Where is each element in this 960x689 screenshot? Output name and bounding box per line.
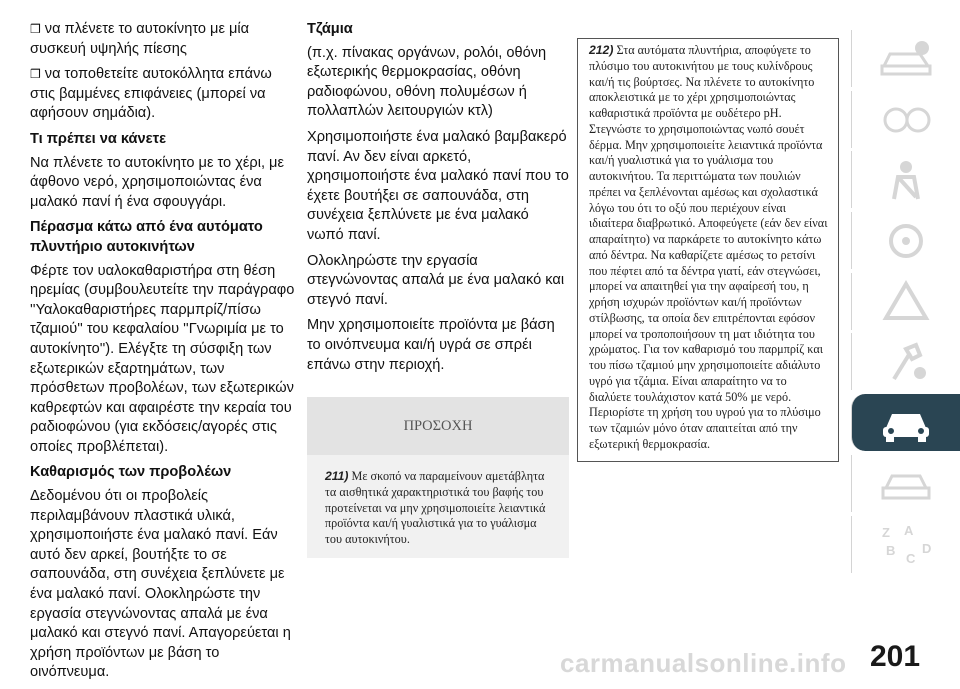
index-letters-icon [876, 521, 936, 567]
section-heading: Τι πρέπει να κάνετε [30, 130, 167, 147]
svg-text:C: C [906, 551, 916, 566]
note-text: Με σκοπό να παραμείνουν αμετάβλητα τα αισθητικά χαρακτηριστικά του βαφής του προτείνεται να μην χρησιμοποιείτε λειαντικά προϊόντα και/ή γυαλιστικά για το γυάλισμα του αυτοκινήτου. [325, 469, 546, 547]
steering-start-icon [876, 218, 936, 264]
paragraph: (π.χ. πίνακας οργάνων, ρολόι, οθόνη εξωτερικής θερμοκρασίας, οθόνη ραδιοφώνου, οθόνη πολυμέσων ή πολλαπλών λειτουργιών κτλ) [307, 44, 547, 120]
svg-text:D: D [922, 541, 932, 556]
paragraph: Φέρτε τον υαλοκαθαριστήρα στη θέση ηρεμίας (συμβουλευτείτε την παράγραφο ''Υαλοκαθαριστήρες παρμπρίζ/πίσω τζαμιού'' του κεφαλαίου ''Γνωριμία με το αυτοκίνητο''). Ελέγξτε τη σύσφιξη των εξωτερικών εξαρτημάτων, των πρόσθετων προβολέων, των εξωτερικών καθρεφτών και αφαιρέστε την κεραία του ραδιοφώνου (για εκδόσεις/αγορές στις οποίες προβλέπεται). [30, 262, 295, 455]
emergency-tools-icon [876, 339, 936, 385]
column-left [30, 20, 298, 689]
section-heading: Τζάμια [307, 21, 353, 37]
tab-warnings[interactable] [851, 273, 960, 330]
note-number: 211) [325, 469, 349, 484]
warning-title: ΠΡΟΣΟΧΗ [403, 417, 473, 434]
tab-emergency[interactable] [851, 333, 960, 390]
seatbelt-safety-icon [876, 157, 936, 203]
watermark: carmanualsonline.info [560, 648, 847, 678]
tab-maintenance[interactable] [851, 394, 960, 451]
paragraph: Χρησιμοποιήστε ένα μαλακό βαμβακερό πανί. Αν δεν είναι αρκετό, χρησιμοποιήστε ένα μαλακό πανί που το έχετε βουτήξει σε σαπουνάδα, στη συνέχεια ξεπλύνετε με ένα μαλακό νωπό πανί. [307, 128, 569, 243]
tab-safety[interactable] [851, 151, 960, 208]
tab-driving[interactable] [851, 212, 960, 269]
note-number: 212) [589, 43, 614, 57]
warning-box [577, 38, 839, 462]
bullet-item: ❒ να τοποθετείτε αυτοκόλλητα επάνω στις βαμμένες επιφάνειες (μπορεί να αφήσουν σημάδια). [30, 65, 298, 124]
paragraph: Να πλένετε το αυτοκίνητο με το χέρι, με άφθονο νερό, χρησιμοποιώντας ένα μαλακό πανί ή ένα σφουγγάρι. [30, 154, 284, 210]
chapter-sidebar [851, 30, 960, 576]
tab-dashboard[interactable] [851, 91, 960, 148]
car-specs-icon [876, 460, 936, 506]
svg-text:B: B [886, 543, 896, 558]
paragraph: Δεδομένου ότι οι προβολείς περιλαμβάνουν πλαστικά υλικά, χρησιμοποιήστε ένα μαλακό πανί. Εάν αυτό δεν αρκεί, βουτήξτε το σε σαπουνάδα, στη συνέχεια ξεπλύνετε με ένα μαλακό πανί. Ολοκληρώστε την εργασία στεγνώνοντας απαλά με ένα μαλακό και στεγνό πανί. Απαγορεύεται η χρήση προϊόντων με βάση το οινόπνευμα. [30, 488, 291, 681]
paragraph: Μην χρησιμοποιείτε προϊόντα με βάση το οινόπνευμα και/ή υγρά σε σπρέι επάνω στην περιοχή. [307, 317, 555, 373]
warning-triangle-icon [876, 278, 936, 324]
tab-specs[interactable] [851, 455, 960, 512]
tab-index[interactable] [851, 516, 960, 573]
svg-text:A: A [904, 523, 914, 538]
warning-header [307, 397, 569, 455]
car-maintenance-icon [876, 400, 936, 446]
svg-text:Z: Z [882, 525, 890, 540]
warning-note [307, 455, 569, 558]
paragraph: Ολοκληρώστε την εργασία στεγνώνοντας απαλά με ένα μαλακό και στεγνό πανί. [307, 252, 565, 308]
column-middle [307, 20, 569, 558]
page-number: 201 [870, 640, 921, 673]
bullet-item: ❒ να πλένετε το αυτοκίνητο με μία συσκευή υψηλής πίεσης [30, 20, 298, 59]
tab-car-info[interactable] [851, 30, 960, 87]
section-heading: Καθαρισμός των προβολέων [30, 464, 232, 481]
section-heading: Πέρασμα κάτω από ένα αυτόματο πλυντήριο αυτοκινήτων [30, 219, 263, 255]
note-text: Στα αυτόματα πλυντήρια, αποφύγετε το πλύσιμο του αυτοκινήτου με τους κυλίνδρους και/ή τις βούρτσες. Να πλένετε το αυτοκίνητο αποκλειστικά με το χέρι χρησιμοποιώντας καθαριστικά προϊόντα με ουδέτερο pH. Στεγνώστε το χρησιμοποιώντας νωπό σουέτ δέρμα. Μην χρησιμοποιείτε λειαντικά προϊόντα και/ή γυαλιστικά για το γυάλισμα του αυτοκινήτου. Τα περιττώματα των πουλιών πρέπει να ξεπλένονται αμέσως και σχολαστικά λόγω του ότι το οξύ που περιέχουν είναι ιδιαίτερα διαβρωτικό. Αποφεύγετε (εάν δεν είναι απαραίτητο) να παρκάρετε το αυτοκίνητο κάτω από δέντρα. Να καθαρίζετε αμέσως το ρετσίνι που πέφτει από τα δέντρα γιατί, εάν στεγνώσει, μπορεί να απαιτηθεί για την αφαίρεσή του, η χρήση ισχυρών προϊόντων και/ή προϊόντων στίλβωσης, τα οποία δεν επιτρέπονται εφόσον μπορεί να τροποποιήσουν τη ματ ιδιότητα του χρώματος. Για τον καθαρισμό του παρμπρίζ και του πίσω τζαμιού μην χρησιμοποιείτε αδιάλυτο υγρό για τζάμια. Είναι απαραίτητο να το διαλύετε τουλάχιστον κατά 50% με νερό. Περιορίστε τη χρήση του υγρού για το πλύσιμο των τζαμιών μόνο όταν απαιτείται από την εξωτερική θερμοκρασία. [589, 43, 828, 451]
car-info-icon [876, 36, 936, 82]
dashboard-icon [876, 96, 936, 142]
